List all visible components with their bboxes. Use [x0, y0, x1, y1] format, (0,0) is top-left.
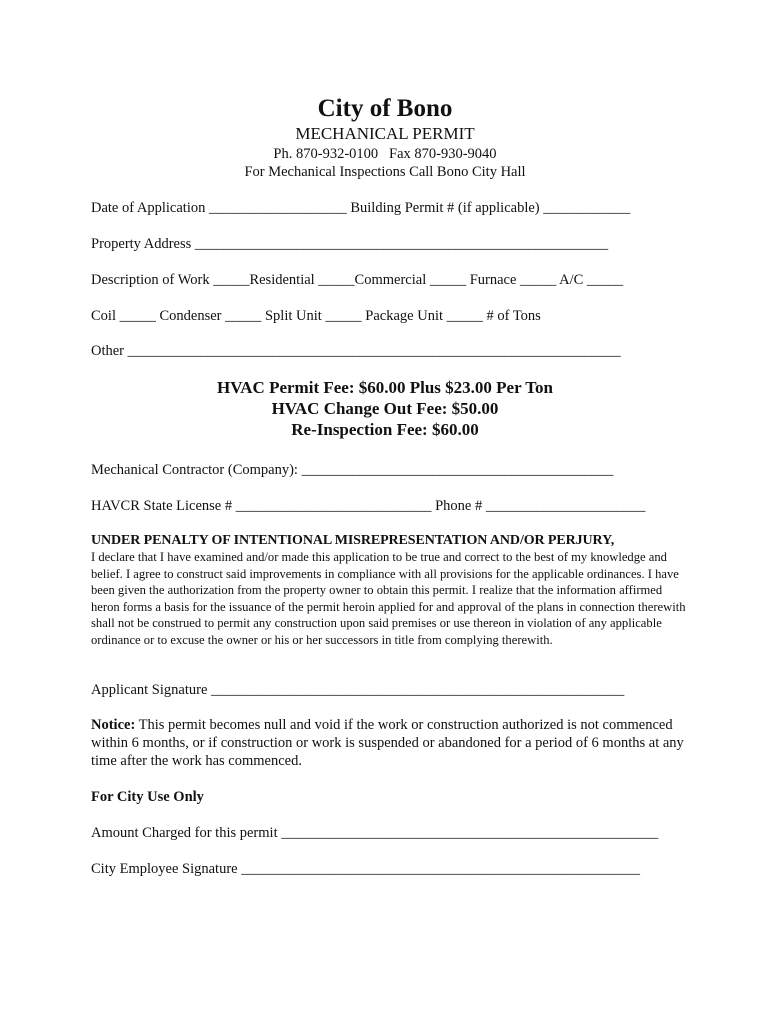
notice-paragraph	[91, 716, 691, 770]
permit-subtitle: MECHANICAL PERMIT	[295, 124, 475, 143]
employee-signature-field[interactable]: City Employee Signature _______________________________________________________	[91, 861, 640, 877]
contractor-field[interactable]: Mechanical Contractor (Company): ___________________________________________	[91, 462, 614, 478]
declaration-body: I declare that I have examined and/or made this application to be true and correct to the best of my knowledge and belief. I agree to construct said improvements in compliance with all provisions for the applicable ordinances. I have been given the authorization from the property owner to obtain this permit. I realize that the information affirmed heron forms a basis for the issuance of the permit heroin applied for and approval of the plans in connection therewith shall not be construed to permit any construction upon said premises or use thereon in violation of any applicable ordinance or to excuse the owner or his or her successors in title from complying therewith.	[91, 550, 686, 647]
page-title: City of Bono	[317, 95, 453, 122]
inspections-note: For Mechanical Inspections Call Bono City Hall	[244, 164, 526, 180]
applicant-signature-field[interactable]: Applicant Signature _________________________________________________________	[91, 682, 625, 698]
hvac-changeout-fee: HVAC Change Out Fee: $50.00	[271, 399, 499, 418]
equipment-type-field[interactable]: Coil _____ Condenser _____ Split Unit _____ Package Unit _____ # of Tons	[91, 308, 541, 324]
phone-fax: Ph. 870-932-0100 Fax 870-930-9040	[273, 146, 497, 162]
other-field[interactable]: Other ____________________________________________________________________	[91, 343, 621, 359]
notice-text: This permit becomes null and void if the work or construction authorized is not commenced within 6 months, or if construction or work is suspended or abandoned for a period of 6 months at any time after the work has commenced.	[91, 717, 684, 769]
hvac-permit-fee: HVAC Permit Fee: $60.00 Plus $23.00 Per Ton	[216, 378, 554, 397]
amount-charged-field[interactable]: Amount Charged for this permit ____________________________________________________	[91, 825, 659, 841]
reinspection-fee: Re-Inspection Fee: $60.00	[291, 420, 479, 439]
property-address-field[interactable]: Property Address _________________________________________________________	[91, 236, 609, 252]
notice-label: Notice:	[91, 717, 136, 733]
date-application-field[interactable]: Date of Application ___________________ Building Permit # (if applicable) ____________	[91, 200, 631, 216]
declaration-heading: UNDER PENALTY OF INTENTIONAL MISREPRESENTATION AND/OR PERJURY,	[91, 533, 615, 548]
description-work-field[interactable]: Description of Work _____Residential _____Commercial _____ Furnace _____ A/C _____	[91, 272, 624, 288]
city-use-heading: For City Use Only	[91, 789, 204, 805]
license-phone-field[interactable]: HAVCR State License # ___________________________ Phone # ______________________	[91, 498, 646, 514]
